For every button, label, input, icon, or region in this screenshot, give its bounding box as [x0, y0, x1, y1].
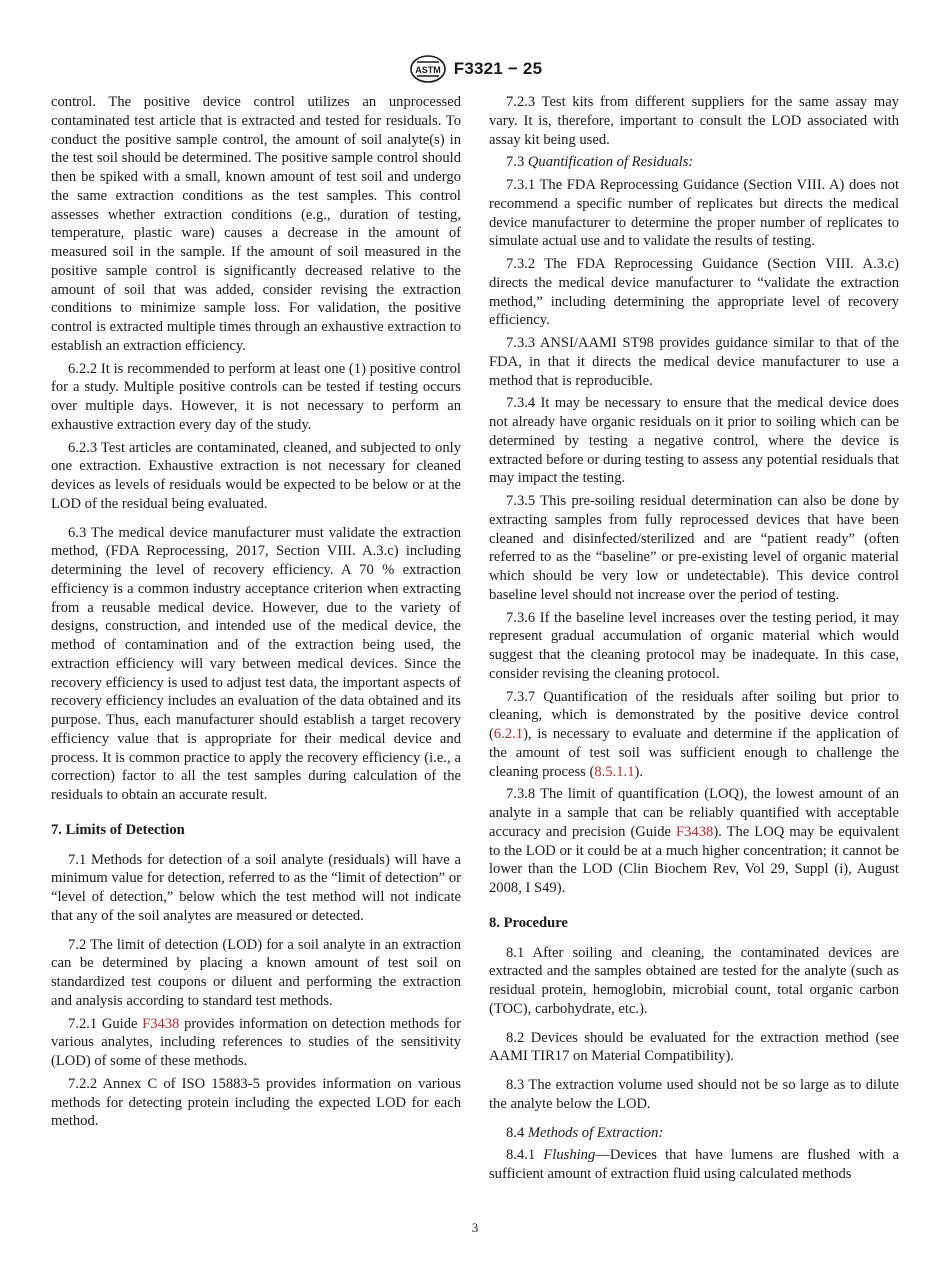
- section-heading-8: 8. Procedure: [489, 914, 568, 931]
- paragraph-7-3-7: 7.3.7 Quantification of the residuals after soiling but prior to cleaning, which is demonstrated by the positive device control (6.2.1), is necessary to evaluate and determine if the application of the amount of test soil was sufficient enough to challenge the cleaning process (8.5.1.1).: [489, 688, 899, 780]
- paragraph-7-1: 7.1 Methods for detection of a soil analyte (residuals) will have a minimum value for detection, referred to as the “limit of detection” or “level of detection,” below which the test method will not indicate that any of the soil analytes are measured or detected.: [51, 851, 461, 924]
- paragraph-7-2: 7.2 The limit of detection (LOD) for a soil analyte in an extraction can be determined by placing a known amount of test soil on standardized test coupons or diluent and performing the extraction and analysis according to standard test methods.: [51, 936, 461, 1009]
- paragraph-7-2-2: 7.2.2 Annex C of ISO 15883-5 provides information on various methods for detecting protein including the expected LOD for each method.: [51, 1075, 461, 1130]
- paragraph-6-2-3: 6.2.3 Test articles are contaminated, cleaned, and subjected to only one extraction. Exhaustive extraction is not necessary for cleaned devices as levels of residuals would be expected to be below or at the LOD of the residual being evaluated.: [51, 439, 461, 512]
- logo-text: ASTM: [415, 65, 441, 75]
- document-id: F3321 − 25: [453, 59, 543, 78]
- ref-link-6-2-1[interactable]: 6.2.1: [493, 726, 524, 742]
- right-column: [489, 93, 899, 1188]
- paragraph-6-3: 6.3 The medical device manufacturer must validate the extraction method, (FDA Reprocessing, 2017, Section VIII. A.3.c) including determining the level of recovery efficiency. A 70 % extraction efficiency is a common industry acceptance criterion when extracting from a reusable medical device. However, due to the variety of designs, construction, and intended use of the medical device, the method of contamination and of the extraction being used, the extraction efficiency will vary between medical devices. Since the recovery efficiency is used to adjust test data, the important aspects of recovery efficiency includes an evaluation of the data obtained and its purpose. Thus, each manufacturer should establish a target recovery efficiency value that is appropriate for their medical device and process. It is common practice to apply the recovery efficiency (i.e., a correction) factor to all the test samples during calculation of the residuals to obtain an accurate result.: [51, 524, 461, 803]
- page-number: 3: [471, 1220, 479, 1235]
- paragraph-7-3-3: 7.3.3 ANSI/AAMI ST98 provides guidance similar to that of the FDA, in that it directs the medical device manufacturer to use a method that is reproducible.: [489, 335, 899, 389]
- paragraph-7-3-4: 7.3.4 It may be necessary to ensure that the medical device does not already have organic residuals on it prior to soiling which can be determined by testing a negative control, where the device is extracted before or during testing to assess any potential residuals that may impact the testing.: [489, 395, 899, 487]
- subsection-title: Methods of Extraction:: [527, 1124, 664, 1141]
- ref-link-8-5-1-1[interactable]: 8.5.1.1: [594, 763, 635, 780]
- paragraph-7-3-8: 7.3.8 The limit of quantification (LOQ), the lowest amount of an analyte in a sample that can be reliably quantified with acceptable accuracy and precision (Guide F3438). The LOQ may be equivalent to the LOD or it could be at a much higher concentration; it cannot be lower than the LOD (Clin Biochem Rev, Vol 29, Suppl (i), August 2008, I S49).: [489, 786, 899, 896]
- ref-link-f3438[interactable]: F3438: [142, 1015, 180, 1032]
- ref-link-f3438[interactable]: F3438: [676, 823, 714, 840]
- paragraph-6-2-1-cont: control. The positive device control utilizes an unprocessed contaminated test article that is extracted and tested for residuals. To conduct the positive sample control, the amount of soil analyte(s) in the test soil should be determined. The positive sample control should then be spiked with a small, known amount of test soil and undergo the same extraction conditions as the test samples. This control assesses whether extraction conditions (e.g., duration of testing, temperature, plastic ware) causes a decrease in the amount of measured soil in the sample. If the amount of soil measured in the positive sample control is significantly decreased relative to the amount of soil that was added, consider revising the extraction conditions to minimize sample loss. For validation, the positive control is extracted multiple times through an exhaustive extraction to establish an extraction efficiency.: [51, 94, 461, 354]
- paragraph-7-2-1: 7.2.1 Guide F3438 provides information on detection methods for various analytes, including references to studies of the sensitivity (LOD) of some of these methods.: [51, 1015, 461, 1069]
- left-column: [51, 93, 461, 1135]
- astm-logo-icon: [408, 54, 448, 84]
- section-heading-7: 7. Limits of Detection: [51, 821, 185, 838]
- paragraph-7-2-3: 7.2.3 Test kits from different suppliers for the same assay may vary. It is, therefore, important to consult the LOD associated with assay kit being used.: [489, 94, 899, 148]
- page-header: [0, 54, 950, 84]
- paragraph-7-3-2: 7.3.2 The FDA Reprocessing Guidance (Section VIII. A.3.c) directs the medical device manufacturer to “validate the extraction method,” including determining the appropriate level of recovery efficiency.: [489, 256, 899, 329]
- subsection-title: Quantification of Residuals:: [527, 154, 694, 171]
- paragraph-8-1: 8.1 After soiling and cleaning, the contaminated devices are extracted and the samples obtained are tested for the analyte (such as residual protein, hemoglobin, microbial count, total organic carbon (TOC), carbohydrate, etc.).: [489, 944, 899, 1017]
- paragraph-7-3: 7.3 Quantification of Residuals:: [506, 154, 694, 171]
- paragraph-6-2-2: 6.2.2 It is recommended to perform at least one (1) positive control for a study. Multiple positive controls can be tested if testing occurs over multiple days. However, it is not necessary to perform an exhaustive extraction every day of the study.: [51, 360, 461, 433]
- paragraph-8-3: 8.3 The extraction volume used should not be so large as to dilute the analyte below the LOD.: [489, 1077, 899, 1112]
- paragraph-7-3-6: 7.3.6 If the baseline level increases over the testing period, it may represent gradual accumulation of organic material which would suggest that the cleaning protocol may be inadequate. In this case, consider revising the cleaning protocol.: [489, 609, 899, 682]
- paragraph-8-4-1: 8.4.1 Flushing—Devices that have lumens are flushed with a sufficient amount of extraction fluid using calculated methods: [489, 1147, 899, 1182]
- paragraph-8-2: 8.2 Devices should be evaluated for the extraction method (see AAMI TIR17 on Material Compatibility).: [489, 1029, 899, 1065]
- paragraph-7-3-5: 7.3.5 This pre-soiling residual determination can also be done by extracting samples from fully reprocessed devices that have been cleaned and disinfected/sterilized and are “patient ready” (often referred to as the “baseline” or pre-existing level of organic material which should be very low or undetectable). This device control baseline level should not increase over the period of testing.: [489, 493, 899, 603]
- paragraph-7-3-1: 7.3.1 The FDA Reprocessing Guidance (Section VIII. A) does not recommend a specific number of replicates but directs the medical device manufacturer to determine the proper number of replicates to simulate actual use and to validate the results of testing.: [489, 177, 899, 250]
- paragraph-8-4: 8.4 Methods of Extraction:: [506, 1124, 664, 1141]
